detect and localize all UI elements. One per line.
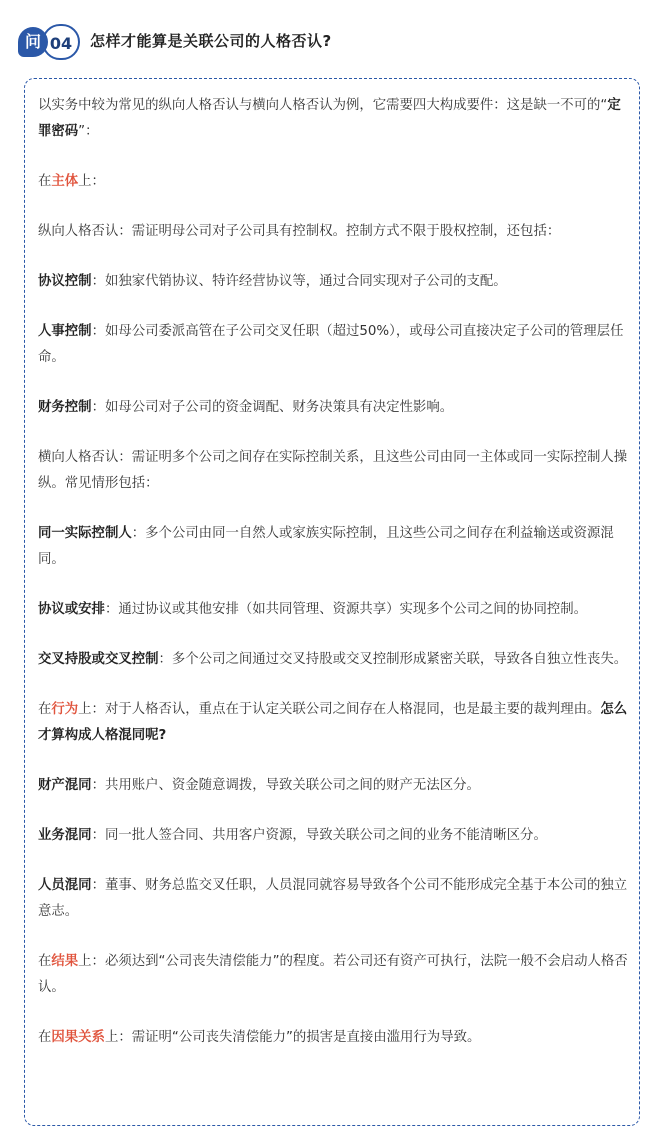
staff-mix-label: 人员混同 bbox=[38, 878, 92, 893]
behavior-pre: 在 bbox=[38, 702, 52, 717]
result-post: 上：必须达到“公司丧失清偿能力”的程度。若公司还有资产可执行，法院一般不会启动人格否认。 bbox=[38, 954, 628, 995]
property-mix bbox=[38, 773, 630, 799]
subject-post: 上： bbox=[78, 174, 105, 189]
cross-holding-label: 交叉持股或交叉控制 bbox=[38, 652, 159, 667]
question-badge bbox=[14, 20, 82, 64]
intro-tail: ”： bbox=[78, 124, 99, 139]
personnel-control-text: ：如母公司委派高管在子公司交叉任职（超过50%），或母公司直接决定子公司的管理层任命。 bbox=[38, 324, 624, 365]
business-mix bbox=[38, 823, 630, 849]
subject-keyword: 主体 bbox=[51, 174, 79, 189]
result-paragraph bbox=[38, 949, 630, 1001]
staff-mix-text: ：董事、财务总监交叉任职，人员混同就容易导致各个公司不能形成完全基于本公司的独立意志。 bbox=[38, 878, 628, 919]
finance-control-text: ：如母公司对子公司的资金调配、财务决策具有决定性影响。 bbox=[91, 400, 454, 415]
agreement-control-text: ：如独家代销协议、特许经营协议等，通过合同实现对子公司的支配。 bbox=[91, 274, 507, 289]
agreement-arrangement-text: ：通过协议或其他安排（如共同管理、资源共享）实现多个公司之间的协同控制。 bbox=[104, 602, 588, 617]
property-mix-label: 财产混同 bbox=[38, 778, 92, 793]
cross-holding bbox=[38, 647, 630, 673]
agreement-arrangement bbox=[38, 597, 630, 623]
question-header bbox=[14, 20, 644, 64]
behavior-keyword: 行为 bbox=[51, 702, 79, 717]
question-number: 04 bbox=[42, 24, 80, 60]
agreement-control-label: 协议控制 bbox=[38, 274, 92, 289]
same-controller bbox=[38, 521, 630, 573]
staff-mix bbox=[38, 873, 630, 925]
causality-keyword: 因果关系 bbox=[51, 1030, 105, 1045]
same-controller-label: 同一实际控制人 bbox=[38, 526, 132, 541]
result-pre: 在 bbox=[38, 954, 52, 969]
behavior-question: 怎么才算构成人格混同呢? bbox=[38, 702, 628, 743]
answer-content bbox=[38, 93, 630, 1051]
causality-post: 上：需证明“公司丧失清偿能力”的损害是直接由滥用行为导致。 bbox=[104, 1030, 481, 1045]
cross-holding-text: ：多个公司之间通过交叉持股或交叉控制形成紧密关联，导致各自独立性丧失。 bbox=[158, 652, 628, 667]
same-controller-text: ：多个公司由同一自然人或家族实际控制，且这些公司之间存在利益输送或资源混同。 bbox=[38, 526, 614, 567]
intro-text: 以实务中较为常见的纵向人格否认与横向人格否认为例，它需要四大构成要件：这是缺一不可的“ bbox=[38, 98, 608, 113]
result-keyword: 结果 bbox=[51, 954, 79, 969]
finance-control bbox=[38, 395, 630, 421]
vertical-paragraph: 纵向人格否认：需证明母公司对子公司具有控制权。控制方式不限于股权控制，还包括： bbox=[38, 224, 561, 239]
subject-heading bbox=[38, 169, 630, 195]
question-title: 怎样才能算是关联公司的人格否认? bbox=[90, 32, 332, 50]
agreement-arrangement-label: 协议或安排 bbox=[38, 602, 105, 617]
horizontal-paragraph: 横向人格否认：需证明多个公司之间存在实际控制关系，且这些公司由同一主体或同一实际控制人操纵。常见情形包括： bbox=[38, 450, 628, 491]
causality-pre: 在 bbox=[38, 1030, 52, 1045]
behavior-post: 上：对于人格否认，重点在于认定关联公司之间存在人格混同，也是最主要的裁判理由。 bbox=[78, 702, 601, 717]
causality-paragraph bbox=[38, 1025, 630, 1051]
intro-bold: 定罪密码 bbox=[38, 98, 621, 139]
behavior-paragraph bbox=[38, 697, 630, 749]
subject-pre: 在 bbox=[38, 174, 52, 189]
personnel-control bbox=[38, 319, 630, 371]
intro-paragraph bbox=[38, 93, 630, 145]
business-mix-label: 业务混同 bbox=[38, 828, 92, 843]
agreement-control bbox=[38, 269, 630, 295]
finance-control-label: 财务控制 bbox=[38, 400, 92, 415]
property-mix-text: ：共用账户、资金随意调拨，导致关联公司之间的财产无法区分。 bbox=[91, 778, 480, 793]
personnel-control-label: 人事控制 bbox=[38, 324, 92, 339]
business-mix-text: ：同一批人签合同、共用客户资源，导致关联公司之间的业务不能清晰区分。 bbox=[91, 828, 547, 843]
question-char: 问 bbox=[18, 27, 48, 57]
